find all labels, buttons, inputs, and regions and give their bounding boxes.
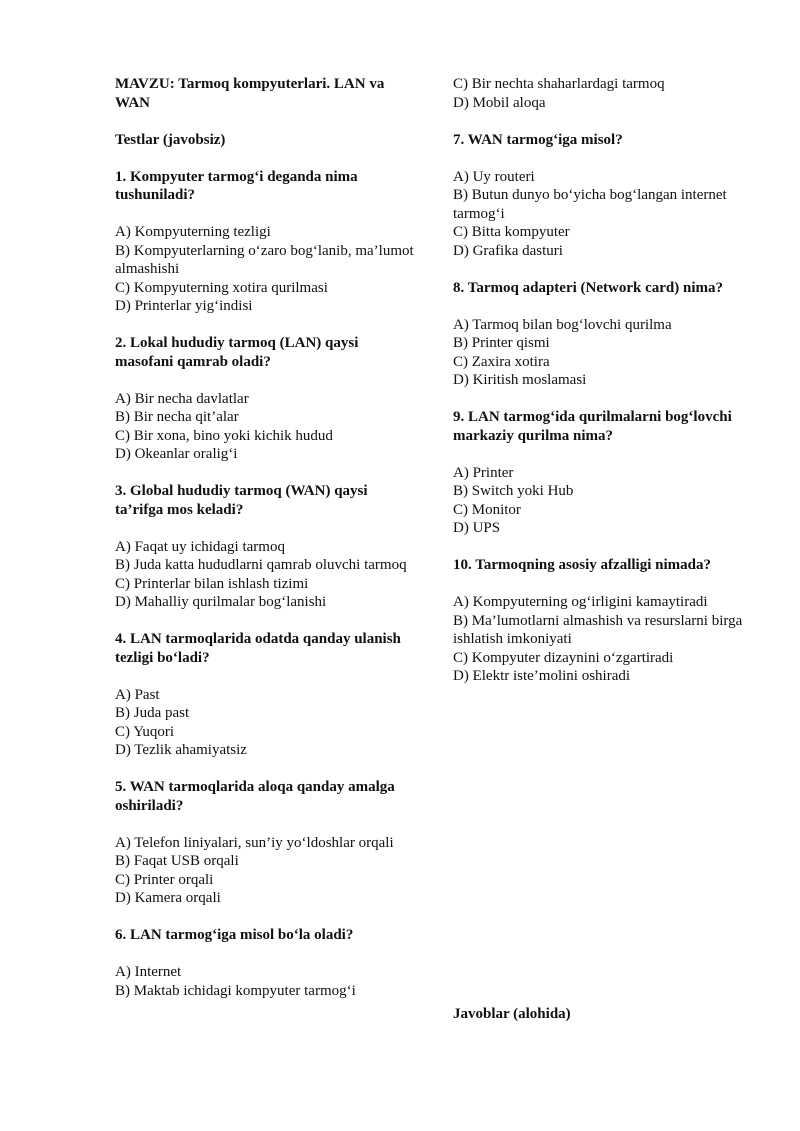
question-6 xyxy=(115,926,415,1000)
right-column xyxy=(453,75,753,704)
question-2 xyxy=(115,334,415,464)
option-b: B) Faqat USB orqali xyxy=(115,853,239,869)
option-d: D) Kamera orqali xyxy=(115,890,221,906)
question-4 xyxy=(115,630,415,760)
option-c: C) Zaxira xotira xyxy=(453,353,550,370)
option-c: C) Printerlar bilan ishlash tizimi xyxy=(115,575,309,592)
question-6-continued xyxy=(453,75,753,112)
option-d: D) UPS xyxy=(453,520,501,536)
option-d: D) Okeanlar oralig‘i xyxy=(115,446,238,462)
question-9 xyxy=(453,408,753,538)
question-text: 5. WAN tarmoqlarida aloqa qanday amalga oshiriladi? xyxy=(115,779,395,814)
option-a: A) Tarmoq bilan bog‘lovchi qurilma xyxy=(453,316,672,333)
option-d: D) Printerlar yig‘indisi xyxy=(115,298,253,314)
option-a: A) Internet xyxy=(115,964,182,980)
question-text: 2. Lokal hududiy tarmoq (LAN) qaysi masofani qamrab oladi? xyxy=(115,335,359,370)
question-text: 1. Kompyuter tarmog‘i deganda nima tushuniladi? xyxy=(115,168,358,203)
option-b: B) Maktab ichidagi kompyuter tarmog‘i xyxy=(115,982,356,999)
question-3 xyxy=(115,482,415,612)
option-d: D) Mobil aloqa xyxy=(453,94,546,111)
option-c: C) Bitta kompyuter xyxy=(453,224,570,240)
option-a: A) Bir necha davlatlar xyxy=(115,390,249,407)
option-a: A) Telefon liniyalari, sun’iy yo‘ldoshlar orqali xyxy=(115,834,394,851)
option-c: C) Bir nechta shaharlardagi tarmoq xyxy=(453,76,665,92)
option-d: D) Kiritish moslamasi xyxy=(453,372,587,388)
document-title: MAVZU: Tarmoq kompyuterlari. LAN va WAN xyxy=(115,76,385,111)
option-b: B) Juda katta hududlarni qamrab oluvchi tarmoq xyxy=(115,557,407,573)
answers-heading: Javoblar (alohida) xyxy=(453,1006,571,1022)
question-7 xyxy=(453,131,753,261)
question-5 xyxy=(115,778,415,908)
question-text: 4. LAN tarmoqlarida odatda qanday ulanish tezligi bo‘ladi? xyxy=(115,631,401,666)
option-b: B) Ma’lumotlarni almashish va resurslarni birga ishlatish imkoniyati xyxy=(453,612,743,647)
option-c: C) Yuqori xyxy=(115,723,175,740)
question-8 xyxy=(453,279,753,390)
option-d: D) Elektr iste’molini oshiradi xyxy=(453,668,631,684)
question-text: 9. LAN tarmog‘ida qurilmalarni bog‘lovchi markaziy qurilma nima? xyxy=(453,409,732,444)
option-b: B) Bir necha qit’alar xyxy=(115,409,239,425)
option-a: A) Printer xyxy=(453,464,514,481)
option-c: C) Monitor xyxy=(453,501,521,518)
option-a: A) Faqat uy ichidagi tarmoq xyxy=(115,538,285,555)
option-c: C) Kompyuterning xotira qurilmasi xyxy=(115,279,328,296)
question-text: 6. LAN tarmog‘iga misol bo‘la oladi? xyxy=(115,927,354,943)
option-b: B) Switch yoki Hub xyxy=(453,483,574,499)
question-text: 10. Tarmoqning asosiy afzalligi nimada? xyxy=(453,557,711,573)
option-a: A) Kompyuterning tezligi xyxy=(115,224,271,240)
question-10 xyxy=(453,556,753,686)
option-d: D) Mahalliy qurilmalar bog‘lanishi xyxy=(115,594,327,610)
question-text: 8. Tarmoq adapteri (Network card) nima? xyxy=(453,279,723,296)
section-subtitle: Testlar (javobsiz) xyxy=(115,131,226,148)
question-1 xyxy=(115,168,415,316)
question-text: 3. Global hududiy tarmoq (WAN) qaysi ta’rifga mos keladi? xyxy=(115,483,368,518)
option-d: D) Tezlik ahamiyatsiz xyxy=(115,742,247,758)
option-a: A) Past xyxy=(115,686,160,703)
option-a: A) Uy routeri xyxy=(453,168,535,185)
option-a: A) Kompyuterning og‘irligini kamaytiradi xyxy=(453,594,708,610)
option-c: C) Kompyuter dizaynini o‘zgartiradi xyxy=(453,649,674,666)
option-b: B) Printer qismi xyxy=(453,335,550,351)
option-b: B) Juda past xyxy=(115,705,190,721)
option-b: B) Kompyuterlarning o‘zaro bog‘lanib, ma’lumot almashishi xyxy=(115,242,414,277)
option-d: D) Grafika dasturi xyxy=(453,242,563,259)
option-b: B) Butun dunyo bo‘yicha bog‘langan internet tarmog‘i xyxy=(453,187,727,222)
question-text: 7. WAN tarmog‘iga misol? xyxy=(453,131,623,148)
left-column xyxy=(115,75,415,1000)
option-c: C) Bir xona, bino yoki kichik hudud xyxy=(115,427,333,444)
option-c: C) Printer orqali xyxy=(115,871,214,888)
